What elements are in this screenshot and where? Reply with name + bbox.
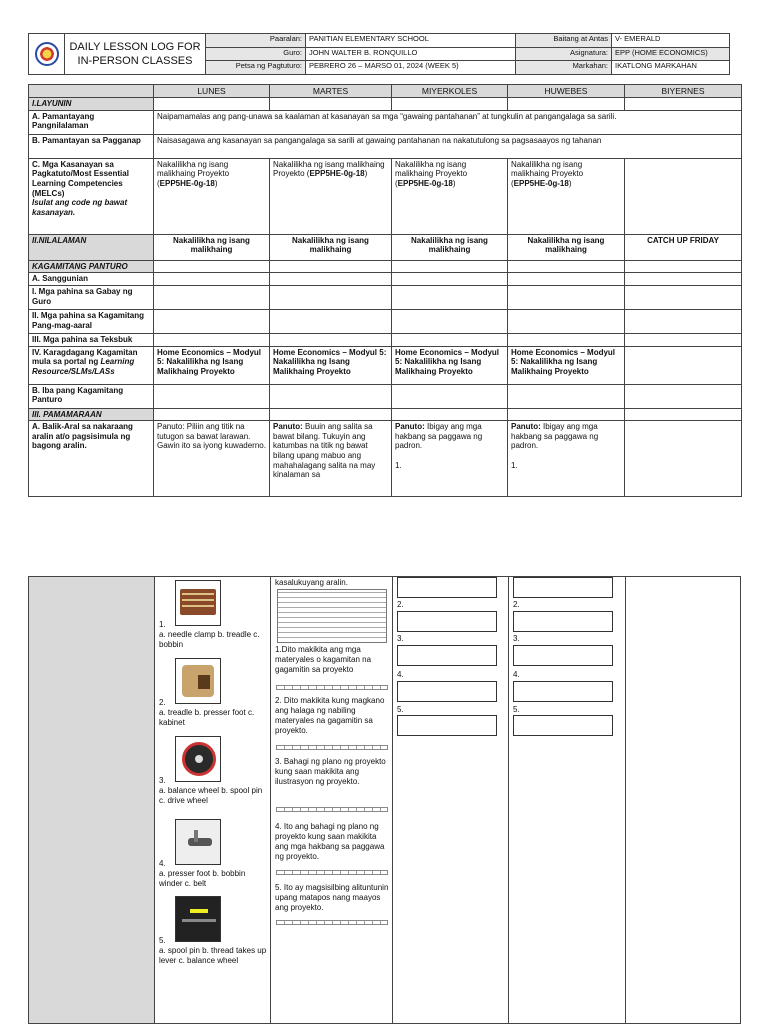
martes-item-2: 2. Dito makikita kung magkano ang halaga ng nabiling materyales na gagamitin sa proyekto. [275, 696, 385, 735]
page-title [65, 34, 206, 75]
melc-lunes [154, 158, 270, 234]
miy-answer-box-2[interactable] [397, 611, 497, 632]
lesson-log-table [28, 84, 742, 497]
task-martes-text: Buuin ang salita sa bawat bilang. Tukuyin ang katumbas na titik ng bawat bilang upang mabuo ang mahahalagang salita na may kinalaman sa [273, 422, 376, 480]
task-martes-bold: Panuto: [273, 422, 303, 432]
biyernes-column [625, 577, 742, 1023]
resource-huwebes: Home Economics – Modyul 5: Nakalilikha ng Isang Malikhaing Proyekto [508, 346, 625, 384]
melc-text: Nakalilikha ng isang malikhaing Proyekto ( [395, 159, 468, 188]
row-label-balik-aral: A. Balik-Aral sa nakaraang aralin at/o pagsisimula ng bagong aralin. [29, 421, 154, 497]
row-label-pamantayang-pangnilalaman: A. Pamantayang Pangnilalaman [29, 110, 154, 134]
row-label-pamantayan-sa-pagganap: B. Pamantayan sa Pagganap [29, 134, 154, 158]
title-line-1: DAILY LESSON LOG FOR [69, 40, 201, 53]
subject-label: Asignatura: [516, 47, 612, 61]
day-lunes: LUNES [154, 85, 270, 98]
task-miy-bold: Panuto: [395, 422, 425, 432]
day-biyernes: BIYERNES [625, 85, 742, 98]
martes-item-1: 1.Dito makikita ang mga materyales o kagamitan na gagamitin sa proyekto [275, 645, 372, 674]
task-miy-text: Ibigay ang mga hakbang sa paggawa ng padron. [395, 422, 483, 451]
melc-martes [270, 158, 392, 234]
huw-step-5: 5. [513, 705, 520, 714]
subject-value: EPP (HOME ECONOMICS) [612, 47, 730, 61]
item-options: a. spool pin b. thread takes up lever c. balance wheel [159, 946, 267, 965]
day-martes: MARTES [270, 85, 392, 98]
task-biyernes [625, 421, 742, 497]
task-huw-item1: 1. [511, 460, 518, 470]
answer-strip-4 [276, 870, 388, 875]
melc-close: ) [452, 178, 456, 188]
deped-seal-icon [29, 34, 65, 75]
resource-miyerkoles: Home Economics – Modyul 5: Nakalilikha ng Isang Malikhaing Proyekto [392, 346, 508, 384]
row-label-teksbuk: III. Mga pahina sa Teksbuk [29, 333, 154, 346]
content-lunes: Nakalilikha ng isang malikhaing [154, 234, 270, 260]
answer-strip-2 [276, 745, 388, 750]
resource-martes: Home Economics – Modyul 5: Nakalilikha ng Isang Malikhaing Proyekto [270, 346, 392, 384]
item-options: a. needle clamp b. treadle c. bobbin [159, 630, 260, 649]
martes-item-5: 5. Ito ay magsisilbing alituntunin upang matapos nang maayos ang proyekto. [275, 883, 389, 912]
continuation-table [28, 576, 741, 1024]
miy-answer-box-1[interactable] [397, 577, 497, 598]
header-table [28, 33, 730, 75]
item-number: 2. [159, 698, 166, 707]
title-line-2: IN-PERSON CLASSES [77, 55, 193, 67]
section-kagamitang-panturo: KAGAMITANG PANTURO [29, 260, 154, 273]
row-label-sanggunian: A. Sanggunian [29, 273, 154, 286]
content-standard-text: Naipamamalas ang pang-unawa sa kaalaman at kasanayan sa mga “gawaing pantahanan” at tungkulin at pangangalaga sa sarili. [154, 110, 742, 134]
melc-biyernes [625, 158, 742, 234]
miy-step-3: 3. [397, 634, 404, 643]
grade-label: Baitang at Antas [516, 34, 612, 48]
content-huwebes: Nakalilikha ng isang malikhaing [508, 234, 625, 260]
lunes-item-1 [159, 620, 269, 650]
huw-step-3: 3. [513, 634, 520, 643]
melcs-note: Isulat ang code ng bawat kasanayan. [32, 198, 128, 217]
quarter-label: Markahan: [516, 61, 612, 75]
martes-continuation: kasalukuyang aralin. [275, 578, 348, 587]
row-label-kagamitang-pang-mag-aaral: II. Mga pahina sa Kagamitang Pang-mag-aaral [29, 309, 154, 333]
lunes-item-2 [159, 698, 269, 728]
lunes-item-3 [159, 776, 269, 806]
melc-text: Nakalilikha ng isang malikhaing Proyekto ( [511, 159, 584, 188]
task-huw-bold: Panuto: [511, 422, 541, 432]
huw-answer-box-5[interactable] [513, 715, 613, 736]
miyerkoles-column [392, 577, 508, 1023]
melc-close: ) [568, 178, 572, 188]
melc-miyerkoles [392, 158, 508, 234]
quarter-value: IKATLONG MARKAHAN [612, 61, 730, 75]
lunes-item-4 [159, 859, 269, 889]
row-label-gabay-ng-guro: I. Mga pahina sa Gabay ng Guro [29, 285, 154, 309]
item-number: 4. [159, 859, 166, 868]
teacher-label: Guro: [206, 47, 306, 61]
melc-code: EPP5HE-0g-18 [513, 178, 569, 188]
school-label: Paaralan: [206, 34, 306, 48]
section-pamamaraan: III. PAMAMARAAN [29, 408, 154, 421]
huw-answer-box-3[interactable] [513, 645, 613, 666]
miy-step-2: 2. [397, 600, 404, 609]
item-options: a. treadle b. presser foot c. kabinet [159, 708, 255, 727]
huw-step-4: 4. [513, 670, 520, 679]
task-martes [270, 421, 392, 497]
item-number: 3. [159, 776, 166, 785]
teacher-value: JOHN WALTER B. RONQUILLO [306, 47, 516, 61]
miy-step-4: 4. [397, 670, 404, 679]
martes-column [270, 577, 392, 1023]
day-huwebes: HUWEBES [508, 85, 625, 98]
row-label-karagdagang-kagamitan [29, 346, 154, 384]
karagdagang-italic: Learning Resource/SLMs/LASs [32, 357, 135, 376]
task-miy-item1: 1. [395, 460, 402, 470]
huwebes-column [508, 577, 625, 1023]
answer-strip-5 [276, 920, 388, 925]
melc-code: EPP5HE-0g-18 [159, 178, 215, 188]
melc-text: Nakalilikha ng isang malikhaing Proyekto ( [157, 159, 230, 188]
melc-close: ) [364, 169, 368, 179]
content-martes: Nakalilikha ng isang malikhaing [270, 234, 392, 260]
miy-answer-box-5[interactable] [397, 715, 497, 736]
martes-item-4: 4. Ito ang bahagi ng plano ng proyekto kung saan makikita ang mga hakbang sa paggawa ng proyekto. [275, 822, 385, 861]
label-column [29, 577, 154, 1023]
catch-up-friday: CATCH UP FRIDAY [625, 234, 742, 260]
row-label-melcs [29, 158, 154, 234]
melc-text: Nakalilikha ng isang malikhaing Proyekto ( [273, 159, 385, 179]
corner-cell [29, 85, 154, 98]
lunes-item-5 [159, 936, 269, 966]
task-lunes: Panuto: Piliin ang titik na tutugon sa bawat larawan. Gawin ito sa iyong kuwaderno. [154, 421, 270, 497]
miy-answer-box-4[interactable] [397, 681, 497, 702]
huw-step-2: 2. [513, 600, 520, 609]
task-huwebes [508, 421, 625, 497]
date-value: PEBRERO 26 – MARSO 01, 2024 (WEEK 5) [306, 61, 516, 75]
item-number: 1. [159, 620, 166, 629]
melc-code: EPP5HE-0g-18 [309, 169, 365, 179]
karagdagang-label: IV. Karagdagang Kagamitan mula sa portal ng [32, 347, 138, 367]
row-label-iba-pang-kagamitan: B. Iba pang Kagamitang Panturo [29, 384, 154, 408]
content-miyerkoles: Nakalilikha ng isang malikhaing [392, 234, 508, 260]
performance-standard-text: Naisasagawa ang kasanayan sa pangangalaga sa sarili at gawaing pantahanan na nakatutulong sa pagsasaayos ng tahanan [154, 134, 742, 158]
miy-answer-box-3[interactable] [397, 645, 497, 666]
section-nilalaman: II.NILALAMAN [29, 234, 154, 260]
martes-item-3: 3. Bahagi ng plano ng proyekto kung saan makikita ang ilustrasyon ng proyekto. [275, 757, 386, 786]
grade-value: V- EMERALD [612, 34, 730, 48]
answer-strip-3 [276, 807, 388, 812]
huw-answer-box-2[interactable] [513, 611, 613, 632]
item-options: a. presser foot b. bobbin winder c. belt [159, 869, 246, 888]
huw-answer-box-4[interactable] [513, 681, 613, 702]
item-number: 5. [159, 936, 166, 945]
letter-number-key-table [277, 589, 387, 643]
date-label: Petsa ng Pagtuturo: [206, 61, 306, 75]
task-miyerkoles [392, 421, 508, 497]
huw-answer-box-1[interactable] [513, 577, 613, 598]
day-miyerkoles: MIYERKOLES [392, 85, 508, 98]
answer-strip-1 [276, 685, 388, 690]
school-value: PANITIAN ELEMENTARY SCHOOL [306, 34, 516, 48]
section-layunin: I.LAYUNIN [29, 98, 154, 111]
melc-close: ) [214, 178, 218, 188]
melc-huwebes [508, 158, 625, 234]
melcs-label: C. Mga Kasanayan sa Pagkatuto/Most Essential Learning Competencies (MELCs) [32, 159, 129, 198]
task-huw-text: Ibigay ang mga hakbang sa paggawa ng padron. [511, 422, 599, 451]
resource-lunes: Home Economics – Modyul 5: Nakalilikha ng Isang Malikhaing Proyekto [154, 346, 270, 384]
miy-step-5: 5. [397, 705, 404, 714]
item-options: a. balance wheel b. spool pin c. drive wheel [159, 786, 263, 805]
melc-code: EPP5HE-0g-18 [397, 178, 453, 188]
